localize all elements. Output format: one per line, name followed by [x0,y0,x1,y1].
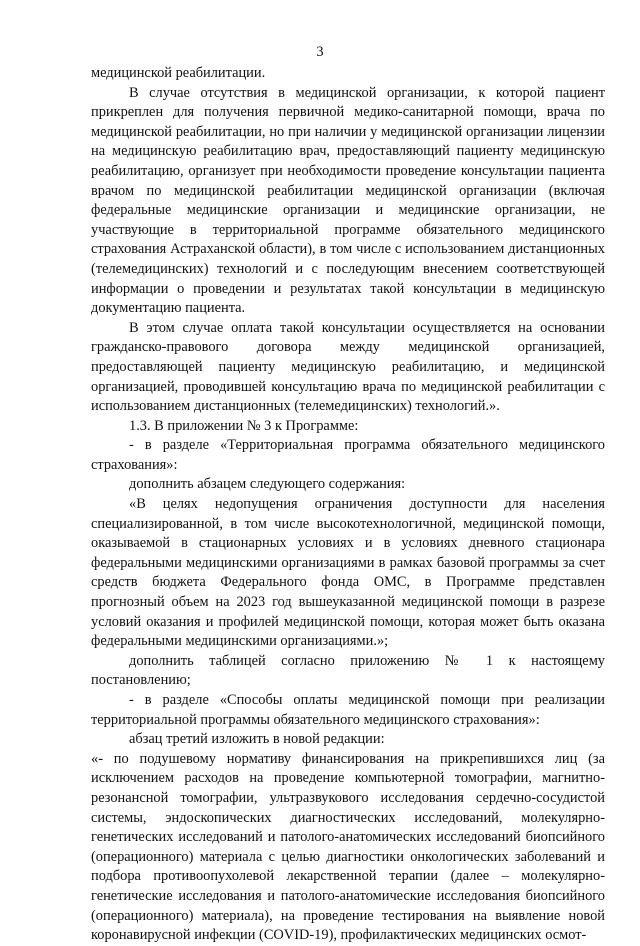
paragraph: 1.3. В приложении № 3 к Программе: [129,417,359,434]
page-number: 3 [316,44,324,60]
paragraph: - в разделе «Территориальная программа обязательного медицинского страхования»: [91,437,605,473]
paragraph: медицинской реабилитации. [91,65,266,81]
paragraph: «- по подушевому нормативу финансирования на прикрепившихся лиц (за исключением расходов на проведение компьютерной томографии, магнитно-резонансной томографии, ультразвукового исследования сердечно-сосудистой системы, эндоскопических диагностических исследований, молекулярно-генетических исследований и патолого-анатомических исследований биопсийного (операционного) материала с целью диагностики онкологических заболеваний и подбора противоопухолевой лекарственной терапии (далее – молекулярно-генетические исследования и патолого-анатомические исследования биопсийного (операционного) материала), на проведение тестирования на выявление новой коронавирусной инфекции (COVID-19), профилактических медицинских осмот- [91,750,605,944]
paragraph: - в разделе «Способы оплаты медицинской помощи при реализации территориальной программы обязательного медицинского страхования»: [91,692,605,728]
paragraph: дополнить абзацем следующего содержания: [129,476,406,493]
paragraph: дополнить таблицей согласно приложению № 1 к настоящему постановлению; [91,652,605,689]
paragraph: В этом случае оплата такой консультации осуществляется на основании гражданско-правового договора между медицинской организацией, предоставляющей пациенту медицинскую реабилитацию, и медицинской организацией, проводившей консультацию врача по медицинской реабилитации с использованием дистанционных (телемедицинских) технологий.». [91,319,605,415]
paragraph: «В целях недопущения ограничения доступности для населения специализированной, в том числе высокотехнологичной, медицинской помощи, оказываемой в стационарных условиях и в условиях дневного стационара федеральными медицинскими организациями в рамках базовой программы за счет средств бюджета Федерального фонда ОМС, в Программе представлен прогнозный объем на 2023 год вышеуказанной медицинской помощи в разрезе условий оказания и профилей медицинской помощи, которая может быть оказана федеральными медицинскими организациями.»; [91,496,605,650]
paragraph: абзац третий изложить в новой редакции: [129,731,385,748]
document-body [91,64,605,946]
paragraph: В случае отсутствия в медицинской организации, к которой пациент прикреплен для получения первичной медико-санитарной помощи, врача по медицинской реабилитации, но при наличии у медицинской организации лицензии на медицинскую реабилитацию врач, предоставляющий пациенту медицинскую реабилитацию, организует при необходимости проведение консультации пациента врачом по медицинской реабилитации медицинской организации (включая федеральные медицинские организации и медицинские организации, не участвующие в территориальной программе обязательного медицинского страхования Астраханской области), в том числе с использованием дистанционных (телемедицинских) технологий и с последующим внесением соответствующей информации о проведении и результатах такой консультации в медицинскую документацию пациента. [91,84,605,317]
